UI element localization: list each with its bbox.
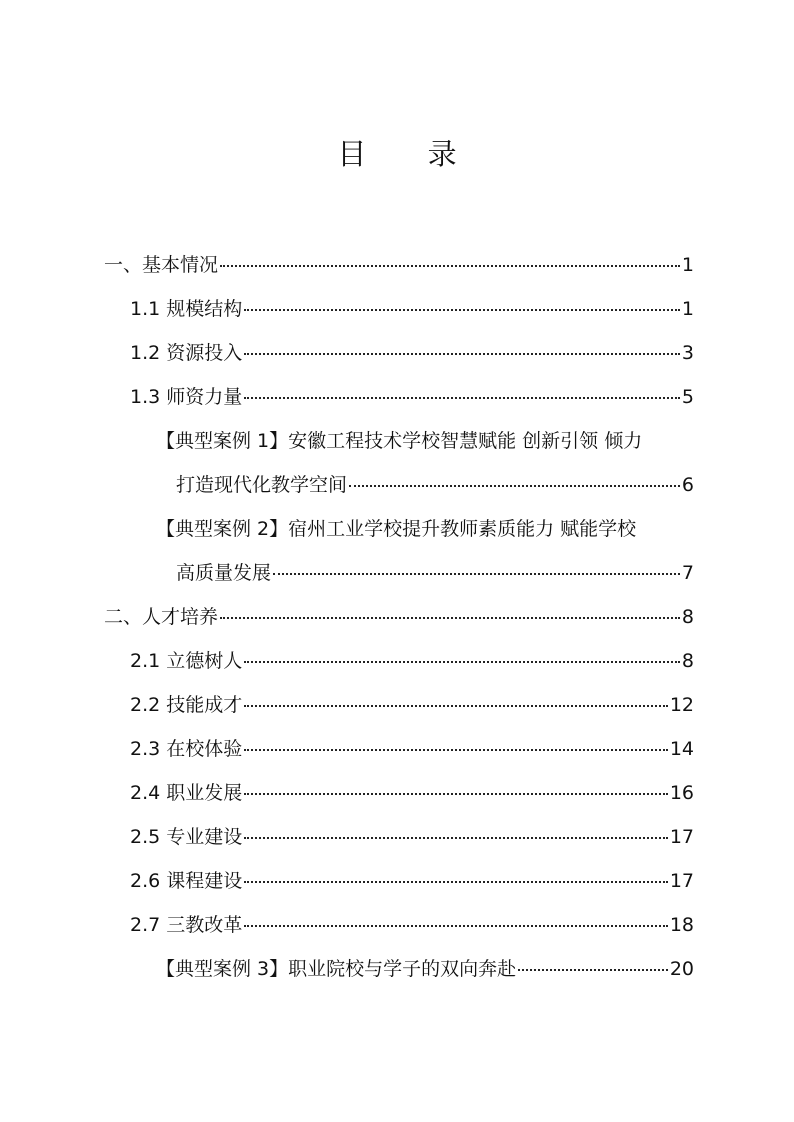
toc-page-number: 5 bbox=[681, 386, 694, 408]
toc-entry-label: 一、基本情况 bbox=[104, 254, 219, 276]
toc-page-number: 17 bbox=[669, 870, 694, 892]
toc-leader-dots bbox=[244, 793, 668, 795]
toc-entry-label: 高质量发展 bbox=[176, 562, 272, 584]
toc-page-number: 14 bbox=[669, 738, 694, 760]
toc-leader-dots bbox=[244, 749, 668, 751]
toc-page-number: 17 bbox=[669, 826, 694, 848]
toc-entry-case-3[interactable] bbox=[156, 956, 694, 982]
toc-entry-case-1[interactable] bbox=[176, 472, 694, 498]
toc-leader-dots bbox=[244, 837, 668, 839]
toc-page-number: 6 bbox=[681, 474, 694, 496]
toc-page-number: 16 bbox=[669, 782, 694, 804]
toc-leader-dots bbox=[349, 485, 680, 487]
toc-leader-dots bbox=[220, 617, 680, 619]
toc-entry-label: 1.2 资源投入 bbox=[130, 342, 243, 364]
toc-page-number: 7 bbox=[681, 562, 694, 584]
toc-entry-2-3[interactable] bbox=[130, 736, 694, 762]
toc-entry-label: 2.7 三教改革 bbox=[130, 914, 243, 936]
toc-leader-dots bbox=[244, 309, 680, 311]
toc-leader-dots bbox=[220, 265, 680, 267]
toc-entry-2-5[interactable] bbox=[130, 824, 694, 850]
toc-entry-chapter-2[interactable] bbox=[104, 604, 694, 630]
toc-entry-case-2[interactable] bbox=[176, 560, 694, 586]
toc-entry-label: 2.2 技能成才 bbox=[130, 694, 243, 716]
toc-leader-dots bbox=[518, 969, 668, 971]
toc-entry-label: 2.5 专业建设 bbox=[130, 826, 243, 848]
toc-entry-1-1[interactable] bbox=[130, 296, 694, 322]
toc-leader-dots bbox=[244, 705, 668, 707]
toc-case-1-heading[interactable]: 【典型案例 1】安徽工程技术学校智慧赋能 创新引领 倾力 bbox=[156, 430, 643, 452]
toc-leader-dots bbox=[244, 925, 668, 927]
toc-page-number: 20 bbox=[669, 958, 694, 980]
toc-entry-label: 【典型案例 3】职业院校与学子的双向奔赴 bbox=[156, 958, 517, 980]
toc-entry-label: 二、人才培养 bbox=[104, 606, 219, 628]
toc-leader-dots bbox=[273, 573, 680, 575]
toc-entry-2-7[interactable] bbox=[130, 912, 694, 938]
toc-entry-label: 2.4 职业发展 bbox=[130, 782, 243, 804]
toc-entry-label: 2.3 在校体验 bbox=[130, 738, 243, 760]
toc-entry-label: 1.3 师资力量 bbox=[130, 386, 243, 408]
toc-case-2-heading[interactable]: 【典型案例 2】宿州工业学校提升教师素质能力 赋能学校 bbox=[156, 518, 637, 540]
toc-page-number: 8 bbox=[681, 650, 694, 672]
toc-entry-2-4[interactable] bbox=[130, 780, 694, 806]
toc-entry-1-3[interactable] bbox=[130, 384, 694, 410]
toc-entry-label: 2.1 立德树人 bbox=[130, 650, 243, 672]
toc-entry-label: 打造现代化教学空间 bbox=[176, 474, 348, 496]
toc-entry-2-2[interactable] bbox=[130, 692, 694, 718]
toc-page-number: 3 bbox=[681, 342, 694, 364]
toc-page-number: 8 bbox=[681, 606, 694, 628]
toc-entry-label: 2.6 课程建设 bbox=[130, 870, 243, 892]
toc-entry-chapter-1[interactable] bbox=[104, 252, 694, 278]
toc-page-number: 18 bbox=[669, 914, 694, 936]
toc-entry-1-2[interactable] bbox=[130, 340, 694, 366]
toc-leader-dots bbox=[244, 353, 680, 355]
toc-leader-dots bbox=[244, 661, 680, 663]
page-title: 目 录 bbox=[337, 137, 483, 171]
toc-page-number: 1 bbox=[681, 254, 694, 276]
toc-entry-2-6[interactable] bbox=[130, 868, 694, 894]
toc-leader-dots bbox=[244, 397, 680, 399]
toc-entry-label: 1.1 规模结构 bbox=[130, 298, 243, 320]
toc-page-number: 12 bbox=[669, 694, 694, 716]
toc-entry-2-1[interactable] bbox=[130, 648, 694, 674]
toc-page-number: 1 bbox=[681, 298, 694, 320]
toc-leader-dots bbox=[244, 881, 668, 883]
